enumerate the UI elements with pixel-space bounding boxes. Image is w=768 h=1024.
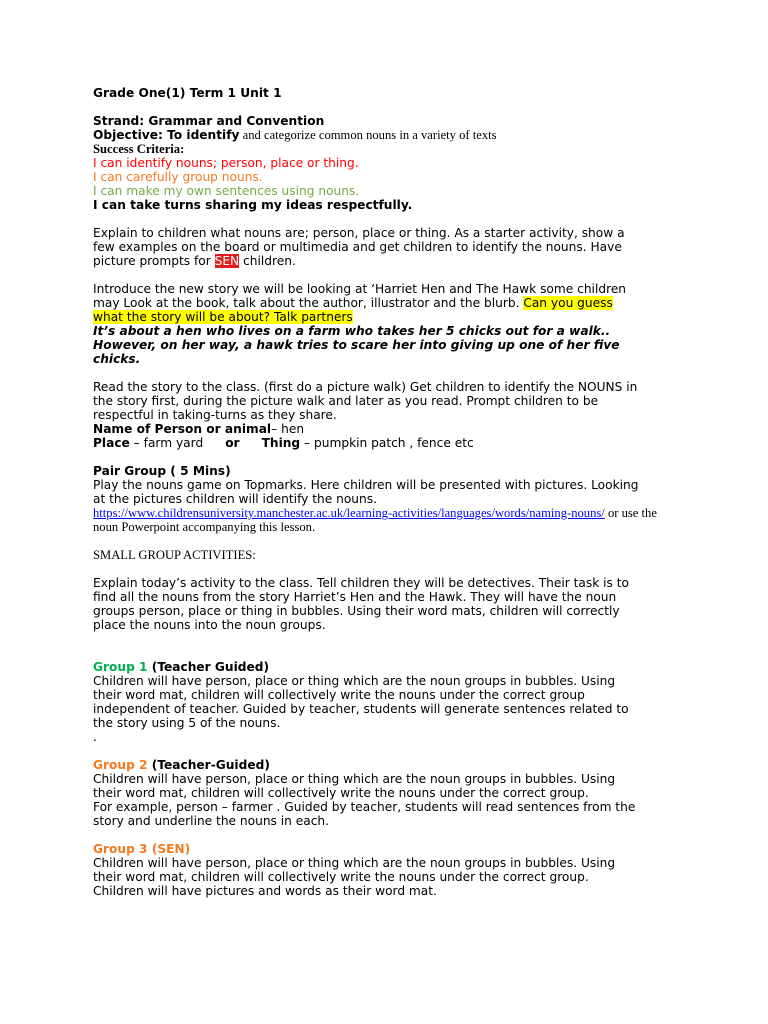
- group-3-line: their word mat, children will collectively write the nouns under the correct group.: [93, 870, 589, 884]
- small-group-line: place the nouns into the noun groups.: [93, 618, 326, 632]
- group-1-heading: [93, 660, 693, 674]
- small-group-heading: SMALL GROUP ACTIVITIES:: [93, 548, 256, 562]
- criteria-item-3: I can make my own sentences using nouns.: [93, 184, 360, 198]
- group-2-line: For example, person – farmer . Guided by teacher, students will read sentences from the: [93, 800, 636, 814]
- story-intro-line: [93, 296, 693, 310]
- pair-group-heading: Pair Group ( 5 Mins): [93, 464, 231, 478]
- place-thing-line: [93, 436, 693, 450]
- lesson-plan-document: [93, 86, 693, 898]
- intro-text: picture prompts for: [93, 254, 215, 268]
- intro-line: Explain to children what nouns are; person, place or thing. As a starter activity, show a: [93, 226, 625, 240]
- objective-line: [93, 128, 693, 142]
- name-value: – hen: [271, 422, 305, 436]
- story-summary-line: chicks.: [93, 352, 141, 366]
- small-group-line: groups person, place or thing in bubbles. Using their word mats, children will correctly: [93, 604, 620, 618]
- intro-line: [93, 254, 693, 268]
- intro-text: children.: [239, 254, 296, 268]
- intro-line: few examples on the board or multimedia and get children to identify the nouns. Have: [93, 240, 622, 254]
- talk-partners-highlight: what the story will be about? Talk partners: [93, 310, 353, 324]
- story-intro-text: may Look at the book, talk about the author, illustrator and the blurb.: [93, 296, 524, 310]
- thing-label: Thing: [261, 436, 301, 450]
- pair-group-line: at the pictures children will identify the nouns.: [93, 492, 377, 506]
- group-1-type: (Teacher Guided): [147, 660, 270, 674]
- objective-label: Objective: To identify: [93, 128, 240, 142]
- group-2-label: Group 2: [93, 758, 148, 772]
- group-1-line: Children will have person, place or thing which are the noun groups in bubbles. Using: [93, 674, 616, 688]
- reading-line: the story first, during the picture walk and later as you read. Prompt children to be: [93, 394, 599, 408]
- group-2-line: story and underline the nouns in each.: [93, 814, 330, 828]
- group-1-line: independent of teacher. Guided by teacher, students will generate sentences related to: [93, 702, 629, 716]
- small-group-line: find all the nouns from the story Harriet’s Hen and the Hawk. They will have the noun: [93, 590, 617, 604]
- place-label: Place: [93, 436, 130, 450]
- group-3-heading: Group 3 (SEN): [93, 842, 191, 856]
- thing-value: – pumpkin patch , fence etc: [300, 436, 474, 450]
- group-1-line: their word mat, children will collectively write the nouns under the correct group: [93, 688, 585, 702]
- group-1-line: .: [93, 730, 97, 744]
- criteria-item-4: I can take turns sharing my ideas respectfully.: [93, 198, 413, 212]
- sen-highlight: SEN: [214, 254, 240, 268]
- naming-nouns-link[interactable]: https://www.childrensuniversity.manchester.ac.uk/learning-activities/languages/words/naming-nouns/: [93, 506, 605, 520]
- reading-line: respectful in taking-turns as they share.: [93, 408, 337, 422]
- or-label: or: [225, 436, 240, 450]
- reading-line: Read the story to the class. (first do a picture walk) Get children to identify the NOUNS in: [93, 380, 638, 394]
- criteria-item-1: I can identify nouns; person, place or thing.: [93, 156, 359, 170]
- story-summary-line: However, on her way, a hawk tries to scare her into giving up one of her five: [93, 338, 620, 352]
- pair-group-line: noun Powerpoint accompanying this lesson.: [93, 520, 316, 534]
- name-label: Name of Person or animal: [93, 422, 272, 436]
- criteria-item-2: I can carefully group nouns.: [93, 170, 263, 184]
- group-1-label: Group 1: [93, 660, 148, 674]
- success-criteria-label: Success Criteria:: [93, 142, 185, 156]
- small-group-line: Explain today’s activity to the class. Tell children they will be detectives. Their task is to: [93, 576, 630, 590]
- group-3-line: Children will have pictures and words as their word mat.: [93, 884, 437, 898]
- group-2-type: (Teacher-Guided): [147, 758, 270, 772]
- place-value: – farm yard: [129, 436, 204, 450]
- talk-partners-highlight: Can you guess: [523, 296, 613, 310]
- group-2-line: their word mat, children will collectively write the nouns under the correct group.: [93, 786, 589, 800]
- group-1-line: the story using 5 of the nouns.: [93, 716, 281, 730]
- pair-group-line: Play the nouns game on Topmarks. Here children will be presented with pictures. Looking: [93, 478, 639, 492]
- link-trailing-text: or use the: [604, 506, 657, 520]
- name-of-person-line: [93, 422, 693, 436]
- group-2-heading: [93, 758, 693, 772]
- story-intro-line: [93, 310, 693, 324]
- objective-text: and categorize common nouns in a variety of texts: [239, 128, 497, 142]
- story-summary-line: It’s about a hen who lives on a farm who takes her 5 chicks out for a walk..: [93, 324, 611, 338]
- document-title: Grade One(1) Term 1 Unit 1: [93, 86, 282, 100]
- story-intro-line: Introduce the new story we will be looking at ‘Harriet Hen and The Hawk some children: [93, 282, 627, 296]
- strand-heading: Strand: Grammar and Convention: [93, 114, 325, 128]
- group-3-line: Children will have person, place or thing which are the noun groups in bubbles. Using: [93, 856, 616, 870]
- group-2-line: Children will have person, place or thing which are the noun groups in bubbles. Using: [93, 772, 616, 786]
- pair-group-link-line: [93, 506, 693, 520]
